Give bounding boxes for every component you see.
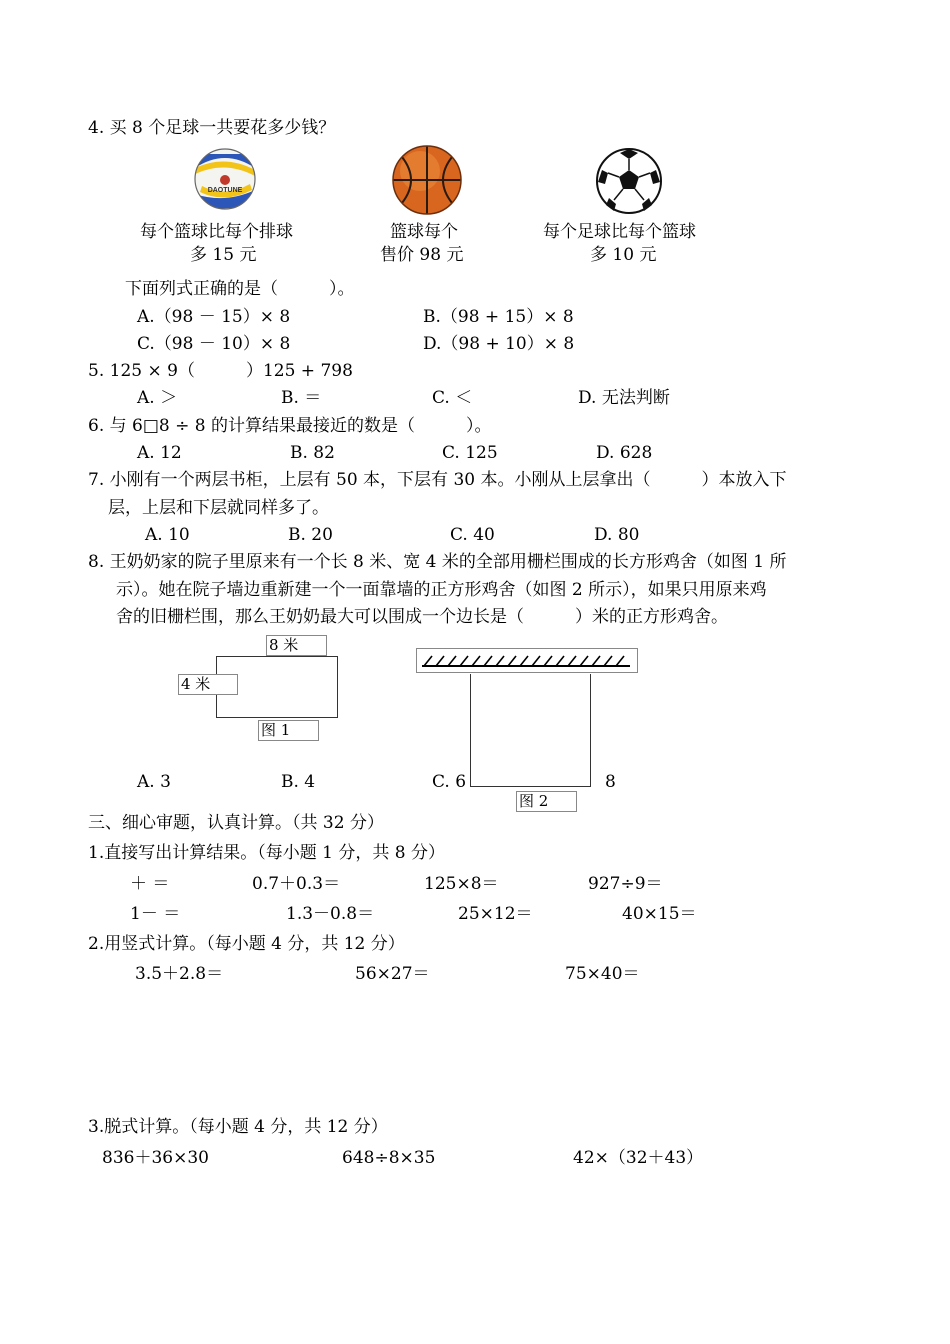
section-3-title: 三、细心审题，认真计算。（共 32 分） [88, 813, 384, 833]
ball2-caption-2: 售价 98 元 [380, 245, 464, 265]
part-1-title: 1.直接写出计算结果。（每小题 1 分，共 8 分） [88, 843, 445, 863]
q8-option-d[interactable]: 8 [605, 772, 616, 792]
q5-option-a[interactable]: A. ＞ [137, 388, 178, 408]
volleyball-brand: DAOTUNE [207, 187, 243, 194]
q8-stem-line-1: 8. 王奶奶家的院子里原来有一个长 8 米、宽 4 米的全部用栅栏围成的长方形鸡舍（如图 1 所 [88, 552, 787, 572]
q7-stem-line-2: 层，上层和下层就同样多了。 [108, 498, 329, 518]
figure-1-caption: 图 1 [258, 720, 319, 741]
q4-prompt: 下面列式正确的是（ ）。 [125, 279, 355, 299]
calc-item: 40×15＝ [622, 904, 697, 924]
q6-option-b[interactable]: B. 82 [290, 443, 335, 463]
figure-2-caption: 图 2 [516, 791, 577, 812]
q8-option-a[interactable]: A. 3 [137, 772, 171, 792]
q8-option-c[interactable]: C. 6 [432, 772, 467, 792]
ball1-caption-1: 每个篮球比每个排球 [140, 222, 293, 242]
soccer-ball-icon [594, 146, 664, 216]
calc-item: ＋ ＝ [130, 874, 170, 894]
q6-option-a[interactable]: A. 12 [137, 443, 182, 463]
q7-stem-line-1: 7. 小刚有一个两层书柜，上层有 50 本，下层有 30 本。小刚从上层拿出（ ）本放入下 [88, 470, 787, 490]
q6-option-c[interactable]: C. 125 [442, 443, 498, 463]
calc-item: 1.3－0.8＝ [286, 904, 375, 924]
ball2-caption-1: 篮球每个 [390, 222, 458, 242]
calc-item: 125×8＝ [424, 874, 499, 894]
calc-item: 0.7＋0.3＝ [252, 874, 341, 894]
figure-2-wall [416, 648, 638, 674]
q7-option-d[interactable]: D. 80 [594, 525, 640, 545]
vertical-calc-item: 3.5＋2.8＝ [135, 964, 224, 984]
vertical-calc-item: 75×40＝ [565, 964, 640, 984]
q8-stem-line-3: 舍的旧栅栏围，那么王奶奶最大可以围成一个边长是（ ）米的正方形鸡舍。 [116, 607, 728, 627]
figure-1-width-label: 4 米 [178, 674, 238, 695]
q5-stem: 5. 125 × 9（ ）125 + 798 [88, 361, 353, 381]
q4-stem: 4. 买 8 个足球一共要花多少钱？ [88, 118, 336, 138]
q6-option-d[interactable]: D. 628 [596, 443, 653, 463]
step-calc-item: 836＋36×30 [102, 1148, 209, 1168]
q8-option-b[interactable]: B. 4 [281, 772, 316, 792]
q4-option-d[interactable]: D.（98 + 10）× 8 [423, 334, 575, 354]
step-calc-item: 42×（32＋43） [573, 1148, 704, 1168]
part-3-title: 3.脱式计算。（每小题 4 分，共 12 分） [88, 1117, 388, 1137]
q4-option-b[interactable]: B.（98 + 15）× 8 [423, 307, 574, 327]
q4-option-a[interactable]: A.（98 － 15）× 8 [137, 307, 291, 327]
q7-option-b[interactable]: B. 20 [288, 525, 333, 545]
ball3-caption-1: 每个足球比每个篮球 [543, 222, 696, 242]
volleyball-icon [192, 146, 258, 212]
q5-option-c[interactable]: C. ＜ [432, 388, 473, 408]
q8-stem-line-2: 示）。她在院子墙边重新建一个一面靠墙的正方形鸡舍（如图 2 所示），如果只用原来鸡 [116, 580, 767, 600]
basketball-icon [390, 143, 464, 217]
step-calc-item: 648÷8×35 [342, 1148, 436, 1168]
ball3-caption-2: 多 10 元 [590, 245, 657, 265]
q4-option-c[interactable]: C.（98 － 10）× 8 [137, 334, 291, 354]
figure-2-square [470, 674, 591, 787]
calc-item: 25×12＝ [458, 904, 533, 924]
part-2-title: 2.用竖式计算。（每小题 4 分，共 12 分） [88, 934, 405, 954]
ball1-caption-2: 多 15 元 [190, 245, 257, 265]
calc-item: 1－ ＝ [130, 904, 181, 924]
calc-item: 927÷9＝ [588, 874, 663, 894]
q5-option-b[interactable]: B. ＝ [281, 388, 322, 408]
vertical-calc-item: 56×27＝ [355, 964, 430, 984]
figure-1-length-label: 8 米 [266, 635, 327, 656]
q6-stem: 6. 与 6□8 ÷ 8 的计算结果最接近的数是（ ）。 [88, 416, 492, 436]
q7-option-a[interactable]: A. 10 [145, 525, 190, 545]
q5-option-d[interactable]: D. 无法判断 [578, 388, 670, 408]
q7-option-c[interactable]: C. 40 [450, 525, 495, 545]
